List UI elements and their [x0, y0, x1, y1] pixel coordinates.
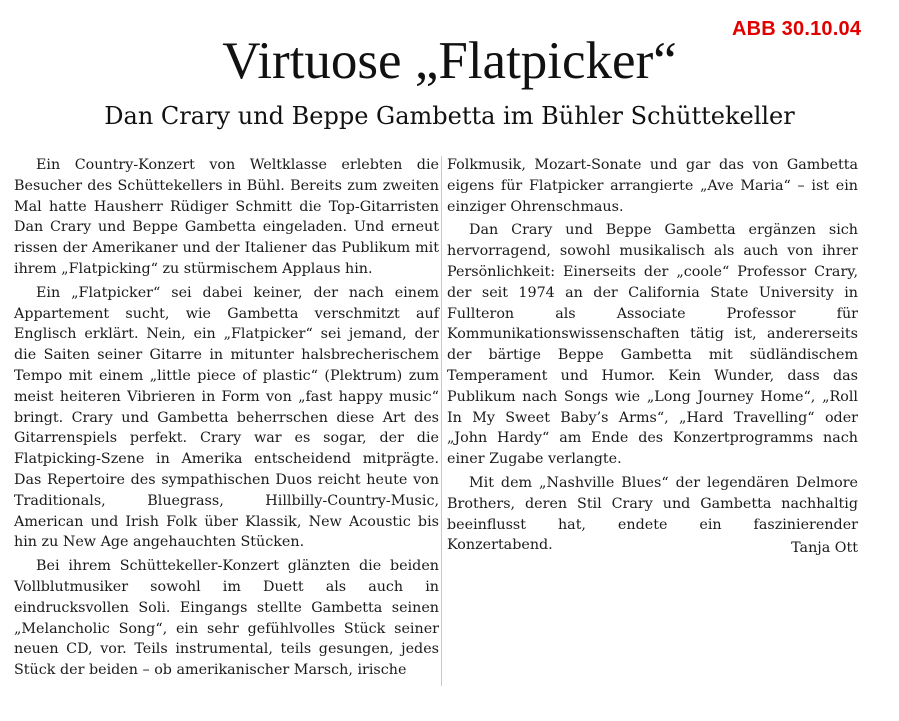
- paragraph-concert: [14, 556, 439, 681]
- column-divider: [441, 156, 442, 686]
- author-byline: Tanja Ott: [791, 540, 858, 557]
- article-column-left: [14, 155, 439, 684]
- paragraph-ending: Mit dem „Nashville Blues“ der legendären Delmore Brothers, deren Stil Crary und Gambetta nachhaltig beeinflusst hat, endete ein faszinierender Konzertabend.: [447, 474, 858, 554]
- article-column-right: [447, 155, 858, 559]
- paragraph-flatpicker: Ein „Flatpicker“ sei dabei keiner, der nach einem Appartement sucht, wie Gambetta verschmitzt auf Englisch erklärt. Nein, ein „Flatpicker“ sei jemand, der die Saiten seiner Gitarre in mitunter halsbrecherischem Tempo mit einem „little piece of plastic“ (Plektrum) zum meist heiteren Vibrieren in Form von „fast happy music“ bringt. Crary und Gambetta beherrschen diese Art des Gitarrenspiels perfekt. Crary war es sogar, der die Flatpicking-Szene in Amerika entscheidend mitprägte. Das Repertoire des sympathischen Duos reicht heute von Traditionals, Bluegrass, Hillbilly-Country-Music, American und Irish Folk über Klassik, New Acoustic bis hin zu New Age angehauchten Stücken.: [14, 284, 439, 551]
- article-headline: Virtuose „Flatpicker“: [222, 32, 677, 90]
- paragraph-intro: Ein Country-Konzert von Weltklasse erlebten die Besucher des Schüttekellers in Bühl. Bereits zum zweiten Mal hatte Hausherr Rüdiger Schmitt die Top-Gitarristen Dan Crary und Beppe Gambetta eingeladen. Und erneut rissen der Amerikaner und der Italiener das Publikum mit ihrem „Flatpicking“ zu stürmischem Applaus hin.: [14, 157, 439, 277]
- paragraph-duo: Dan Crary und Beppe Gambetta ergänzen sich hervorragend, sowohl musikalisch als auch von ihrer Persönlichkeit: Einerseits der „coole“ Professor Crary, der seit 1974 an der California State University in Fullteron als Associate Professor für Kommunikationswissenschaften tätig ist, andererseits der bärtige Beppe Gambetta mit südländischem Temperament und Humor. Kein Wunder, dass das Publikum nach Songs wie „Long Journey Home“, „Roll In My Sweet Baby’s Arms“, „Hard Travelling“ oder „John Hardy“ am Ende des Konzertprogramms nach einer Zugabe verlangte.: [447, 222, 858, 468]
- paragraph-concert-continued: Folkmusik, Mozart-Sonate und gar das von Gambetta eigens für Flatpicker arrangierte „Ave Maria“ – ist ein einziger Ohrenschmaus.: [447, 157, 858, 215]
- paragraph-concert-text: Bei ihrem Schüttekeller-Konzert glänzten die beiden Vollblutmusiker sowohl im Duett als auch in eindrucksvollen Soli. Eingangs stellte Gambetta seinen „Melancholic Song“, ein sehr gefühlvolles Stück seiner neuen CD, vor. Teils instrumental, teils gesungen, jedes Stück der beiden – ob amerikanischer Marsch, irische: [14, 558, 439, 679]
- archive-date-stamp: ABB 30.10.04: [732, 18, 862, 40]
- article-subheadline: Dan Crary und Beppe Gambetta im Bühler Schüttekeller: [104, 102, 795, 130]
